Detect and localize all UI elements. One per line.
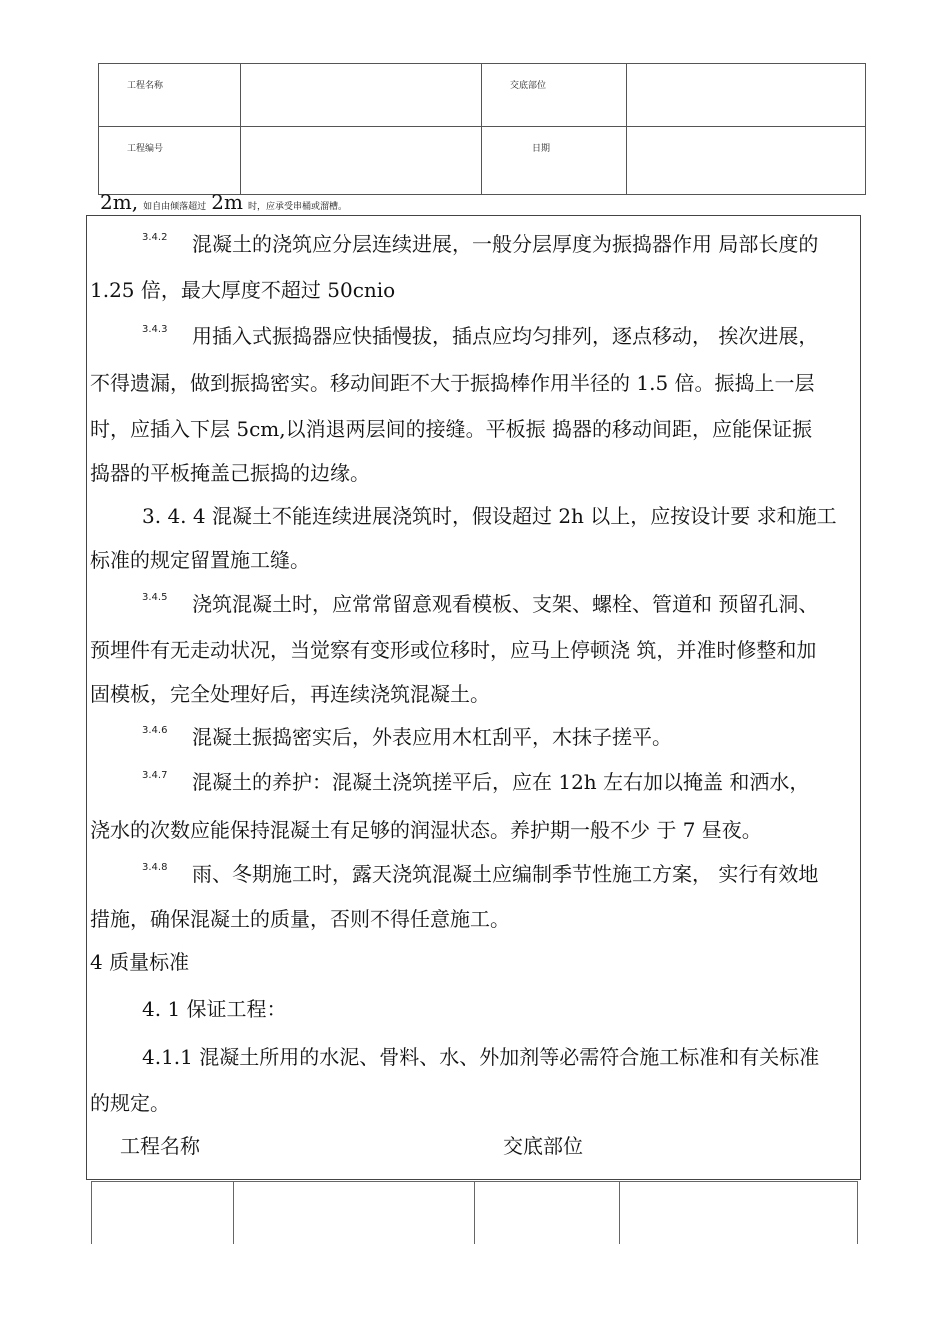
paragraph-line: 1.25 倍，最大厚度不超过 50cnio xyxy=(90,278,396,302)
overflow-big-1: 2m, xyxy=(100,190,139,214)
project-number-value-cell xyxy=(241,127,482,195)
paragraph-line: 标准的规定留置施工缝。 xyxy=(90,548,310,572)
project-name-value-cell xyxy=(241,64,482,127)
paragraph-line: 的规定。 xyxy=(90,1091,170,1115)
section-number-3-4-2: 3.4.2 xyxy=(142,232,168,243)
overflow-big-2: 2m xyxy=(211,190,243,214)
section-number-3-4-3: 3.4.3 xyxy=(142,324,168,335)
paragraph-line: 雨、冬期施工时，露天浇筑混凝土应编制季节性施工方案， 实行有效地 xyxy=(192,862,819,886)
overflow-text-line xyxy=(100,190,347,214)
paragraph-line: 混凝土的浇筑应分层连续进展，一般分层厚度为振捣器作用 局部长度的 xyxy=(192,232,819,256)
section-heading-4-1: 4. 1 保证工程： xyxy=(142,997,287,1021)
project-name-label: 工程名称 xyxy=(127,81,164,91)
paragraph-line: 预埋件有无走动状况，当觉察有变形或位移时，应马上停顿浇 筑，并准时修整和加 xyxy=(90,638,817,662)
paragraph-line: 用插入式振捣器应快插慢拔，插点应均匀排列，逐点移动， 挨次进展， xyxy=(192,324,819,348)
project-number-label-cell xyxy=(99,127,241,195)
section-number-3-4-6: 3.4.6 xyxy=(142,725,168,736)
project-number-label: 工程编号 xyxy=(127,144,164,154)
paragraph-line: 4.1.1 混凝土所用的水泥、骨料、水、外加剂等必需符合施工标准和有关标准 xyxy=(142,1045,820,1069)
header-table xyxy=(98,63,866,195)
paragraph-line: 混凝土振捣密实后，外表应用木杠刮平，木抹子搓平。 xyxy=(192,725,672,749)
paragraph-line: 时，应插入下层 5cm,以消退两层间的接缝。平板振 捣器的移动间距，应能保证振 xyxy=(90,417,812,441)
bottom-cell xyxy=(234,1182,475,1245)
disclosure-part-value-cell xyxy=(627,64,866,127)
paragraph-line: 固模板，完全处理好后，再连续浇筑混凝土。 xyxy=(90,682,490,706)
footer-project-name-label: 工程名称 xyxy=(120,1134,200,1158)
overflow-small-1: 如自由倾落超过 xyxy=(143,202,207,212)
bottom-cell xyxy=(475,1182,620,1245)
footer-disclosure-part-label: 交底部位 xyxy=(503,1134,583,1158)
bottom-cell xyxy=(620,1182,858,1245)
paragraph-line: 浇筑混凝土时，应常常留意观看模板、支架、螺栓、管道和 预留孔洞、 xyxy=(192,592,819,616)
paragraph-line: 捣器的平板掩盖己振捣的边缘。 xyxy=(90,461,370,485)
disclosure-part-label-cell xyxy=(482,64,627,127)
project-name-label-cell xyxy=(99,64,241,127)
overflow-small-2: 时，应承受串桶或溜槽。 xyxy=(248,202,348,212)
paragraph-line: 浇水的次数应能保持混凝土有足够的润湿状态。养护期一般不少 于 7 昼夜。 xyxy=(90,818,762,842)
paragraph-line: 3. 4. 4 混凝土不能连续进展浇筑时，假设超过 2h 以上，应按设计要 求和施工 xyxy=(142,504,837,528)
date-value-cell xyxy=(627,127,866,195)
section-number-3-4-5: 3.4.5 xyxy=(142,592,168,603)
date-label: 日期 xyxy=(532,144,551,154)
date-label-cell xyxy=(482,127,627,195)
bottom-cell xyxy=(92,1182,234,1245)
paragraph-line: 措施，确保混凝土的质量，否则不得任意施工。 xyxy=(90,907,510,931)
bottom-table xyxy=(91,1181,858,1244)
section-number-3-4-8: 3.4.8 xyxy=(142,862,168,873)
disclosure-part-label: 交底部位 xyxy=(510,81,547,91)
paragraph-line: 不得遗漏，做到振捣密实。移动间距不大于振捣棒作用半径的 1.5 倍。振捣上一层 xyxy=(90,371,815,395)
section-heading-4: 4 质量标准 xyxy=(90,950,190,974)
section-number-3-4-7: 3.4.7 xyxy=(142,770,168,781)
paragraph-line: 混凝土的养护：混凝土浇筑搓平后，应在 12h 左右加以掩盖 和洒水， xyxy=(192,770,810,794)
